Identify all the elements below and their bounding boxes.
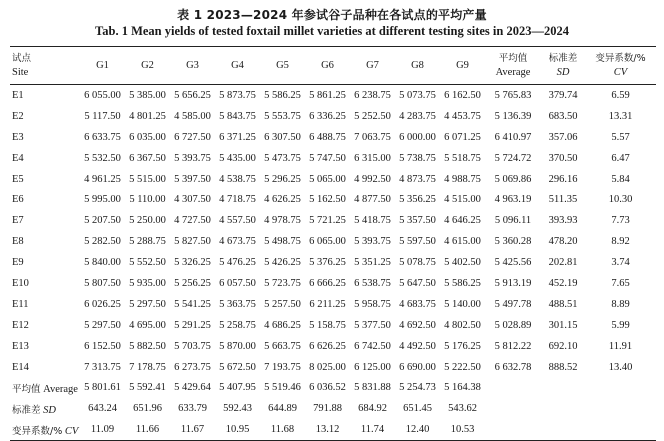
sd-cell: 452.19 <box>548 277 578 289</box>
yield-cell: 5 258.75 <box>219 319 256 331</box>
summary-cell: 5 254.73 <box>399 382 436 394</box>
table-row <box>10 273 656 294</box>
yield-cell: 5 117.50 <box>84 110 121 122</box>
table-row <box>10 148 656 169</box>
empty-cell <box>541 377 585 398</box>
empty-cell <box>585 377 656 398</box>
empty-cell <box>485 398 541 419</box>
site-cell: E2 <box>12 110 24 122</box>
yield-cell: 6 626.25 <box>309 340 346 352</box>
yield-cell: 4 683.75 <box>399 298 436 310</box>
yield-cell: 4 538.75 <box>219 173 256 185</box>
yield-cell: 6 211.25 <box>309 298 346 310</box>
yield-cell: 6 071.25 <box>444 131 481 143</box>
table-row <box>10 106 656 127</box>
yield-cell: 4 695.00 <box>129 319 166 331</box>
yield-cell: 5 807.50 <box>84 277 121 289</box>
yield-cell: 4 877.50 <box>354 194 391 206</box>
sd-cell: 888.52 <box>548 361 578 373</box>
yield-cell: 4 978.75 <box>264 215 301 227</box>
avg-cell: 5 497.78 <box>494 298 532 310</box>
yield-cell: 5 663.75 <box>264 340 301 352</box>
yield-cell: 5 553.75 <box>264 110 301 122</box>
site-cell: E6 <box>12 194 24 206</box>
sd-cell: 393.93 <box>548 215 578 227</box>
yield-cell: 5 861.25 <box>309 89 346 101</box>
yield-cell: 5 995.00 <box>84 194 121 206</box>
yield-cell: 5 647.50 <box>399 277 436 289</box>
yield-cell: 4 626.25 <box>264 194 301 206</box>
yield-cell: 6 238.75 <box>354 89 391 101</box>
table-title-chinese: 表 1 2023—2024 年参试谷子品种在各试点的平均产量 <box>177 8 487 22</box>
site-cell: E12 <box>12 319 29 331</box>
yield-cell: 4 615.00 <box>444 236 481 248</box>
table-header-row <box>10 47 656 85</box>
summary-cell: 11.67 <box>180 424 205 436</box>
yield-cell: 7 063.75 <box>354 131 391 143</box>
cv-cell: 13.40 <box>608 361 633 373</box>
yield-cell: 6 000.00 <box>399 131 436 143</box>
header-cv-zh: 变异系数/% <box>595 52 646 64</box>
empty-cell <box>485 377 541 398</box>
empty-cell <box>541 398 585 419</box>
yield-cell: 5 843.75 <box>219 110 256 122</box>
yield-cell: 6 065.00 <box>309 236 346 248</box>
yield-cell: 5 703.75 <box>174 340 211 352</box>
cv-cell: 8.89 <box>611 298 630 310</box>
table-row <box>10 315 656 336</box>
yield-cell: 5 721.25 <box>309 215 346 227</box>
cv-cell: 3.74 <box>611 257 630 269</box>
summary-cell: 643.24 <box>88 403 117 415</box>
yield-cell: 5 518.75 <box>444 152 481 164</box>
yield-cell: 4 802.50 <box>444 319 481 331</box>
yield-cell: 4 492.50 <box>399 340 436 352</box>
yield-cell: 4 557.50 <box>219 215 256 227</box>
yield-cell: 5 363.75 <box>219 298 256 310</box>
summary-cell: 10.95 <box>225 424 250 436</box>
avg-cell: 5 136.39 <box>494 110 532 122</box>
summary-cell: 651.45 <box>403 403 432 415</box>
summary-label-zh: 标准差 <box>12 404 41 416</box>
sd-cell: 296.16 <box>548 173 578 185</box>
site-cell: E9 <box>12 257 24 269</box>
yield-cell: 5 158.75 <box>309 319 346 331</box>
cv-cell: 5.99 <box>611 319 630 331</box>
summary-cell: 12.40 <box>405 424 430 436</box>
yield-cell: 5 418.75 <box>354 215 391 227</box>
summary-label <box>10 419 80 440</box>
yield-cell: 5 552.50 <box>129 257 166 269</box>
sd-cell: 301.15 <box>548 319 578 331</box>
yield-cell: 6 488.75 <box>309 131 346 143</box>
yield-cell: 6 125.00 <box>354 361 391 373</box>
sd-cell: 511.35 <box>548 194 578 206</box>
summary-cell: 791.88 <box>313 403 342 415</box>
summary-row <box>10 419 656 440</box>
yield-cell: 7 193.75 <box>264 361 301 373</box>
header-site-zh: 试点 <box>12 52 32 64</box>
summary-label <box>10 377 80 398</box>
summary-label <box>10 398 80 419</box>
header-variety-g3: G3 <box>186 59 199 71</box>
header-variety-g2: G2 <box>141 59 154 71</box>
yield-cell: 5 140.00 <box>444 298 481 310</box>
yield-cell: 4 961.25 <box>84 173 121 185</box>
header-variety-g8: G8 <box>411 59 424 71</box>
table-row <box>10 357 656 378</box>
cv-cell: 5.57 <box>611 131 630 143</box>
yield-cell: 5 873.75 <box>219 89 256 101</box>
sd-cell: 683.50 <box>548 110 578 122</box>
yield-cell: 5 541.25 <box>174 298 211 310</box>
yield-cell: 5 672.50 <box>219 361 256 373</box>
yield-cell: 5 402.50 <box>444 257 481 269</box>
site-cell: E14 <box>12 361 29 373</box>
summary-cell: 5 801.61 <box>84 382 121 394</box>
yield-cell: 4 873.75 <box>399 173 436 185</box>
site-cell: E3 <box>12 131 24 143</box>
sd-cell: 379.74 <box>548 89 578 101</box>
summary-cell: 10.53 <box>450 424 475 436</box>
header-cv-en: CV <box>613 66 628 78</box>
yield-cell: 6 035.00 <box>129 131 166 143</box>
summary-cell: 592.43 <box>223 403 252 415</box>
yield-cell: 5 351.25 <box>354 257 391 269</box>
cv-cell: 11.91 <box>608 340 633 352</box>
yield-cell: 6 538.75 <box>354 277 391 289</box>
header-average-en: Average <box>495 66 531 78</box>
table-row <box>10 252 656 273</box>
yield-cell: 6 742.50 <box>354 340 391 352</box>
summary-cell: 5 831.88 <box>354 382 391 394</box>
yield-cell: 6 152.50 <box>84 340 121 352</box>
yield-cell: 4 673.75 <box>219 236 256 248</box>
yield-cell: 4 718.75 <box>219 194 256 206</box>
yield-cell: 5 738.75 <box>399 152 436 164</box>
yield-table <box>10 46 656 441</box>
avg-cell: 6 410.97 <box>494 131 532 143</box>
header-average-zh: 平均值 <box>498 52 528 64</box>
yield-cell: 4 988.75 <box>444 173 481 185</box>
summary-cell: 5 429.64 <box>174 382 211 394</box>
header-variety-g4: G4 <box>231 59 244 71</box>
summary-cell: 633.79 <box>178 403 207 415</box>
avg-cell: 5 096.11 <box>494 215 532 227</box>
table-row <box>10 169 656 190</box>
yield-cell: 6 315.00 <box>354 152 391 164</box>
yield-cell: 4 646.25 <box>444 215 481 227</box>
yield-cell: 5 377.50 <box>354 319 391 331</box>
table-row <box>10 85 656 106</box>
yield-cell: 6 162.50 <box>444 89 481 101</box>
yield-cell: 5 476.25 <box>219 257 256 269</box>
sd-cell: 488.51 <box>548 298 578 310</box>
yield-cell: 5 257.50 <box>264 298 301 310</box>
yield-cell: 6 336.25 <box>309 110 346 122</box>
header-sd <box>541 47 585 85</box>
yield-cell: 5 426.25 <box>264 257 301 269</box>
avg-cell: 5 425.56 <box>494 257 532 269</box>
yield-cell: 5 110.00 <box>129 194 166 206</box>
table-row <box>10 210 656 231</box>
sd-cell: 692.10 <box>548 340 578 352</box>
avg-cell: 6 632.78 <box>494 361 532 373</box>
summary-label-en: Average <box>43 383 78 395</box>
table-row <box>10 336 656 357</box>
sd-cell: 357.06 <box>548 131 578 143</box>
yield-cell: 5 385.00 <box>129 89 166 101</box>
summary-cell: 5 519.46 <box>264 382 301 394</box>
yield-cell: 5 882.50 <box>129 340 166 352</box>
summary-cell: 5 407.95 <box>219 382 256 394</box>
yield-cell: 5 297.50 <box>129 298 166 310</box>
yield-cell: 6 057.50 <box>219 277 256 289</box>
site-cell: E4 <box>12 152 24 164</box>
yield-cell: 5 222.50 <box>444 361 481 373</box>
avg-cell: 5 028.89 <box>494 319 532 331</box>
yield-cell: 5 250.00 <box>129 215 166 227</box>
empty-cell <box>541 419 585 440</box>
yield-cell: 6 307.50 <box>264 131 301 143</box>
summary-cell: 644.89 <box>268 403 297 415</box>
summary-cell: 13.12 <box>315 424 340 436</box>
header-variety-g6: G6 <box>321 59 334 71</box>
yield-cell: 8 025.00 <box>309 361 346 373</box>
yield-cell: 5 162.50 <box>309 194 346 206</box>
site-cell: E5 <box>12 173 24 185</box>
header-variety-g9: G9 <box>456 59 469 71</box>
yield-cell: 5 256.25 <box>174 277 211 289</box>
yield-cell: 5 532.50 <box>84 152 121 164</box>
summary-cell: 651.96 <box>133 403 162 415</box>
cv-cell: 6.47 <box>611 152 630 164</box>
yield-cell: 5 935.00 <box>129 277 166 289</box>
yield-cell: 5 252.50 <box>354 110 391 122</box>
sd-cell: 478.20 <box>548 236 578 248</box>
yield-cell: 4 992.50 <box>354 173 391 185</box>
yield-cell: 5 297.50 <box>84 319 121 331</box>
header-average <box>485 47 541 85</box>
yield-cell: 5 393.75 <box>174 152 211 164</box>
summary-cell: 5 164.38 <box>444 382 481 394</box>
header-sd-en: SD <box>556 66 570 78</box>
header-site <box>10 47 80 85</box>
yield-cell: 5 827.50 <box>174 236 211 248</box>
yield-cell: 4 801.25 <box>129 110 166 122</box>
summary-cell: 543.62 <box>448 403 477 415</box>
yield-cell: 5 958.75 <box>354 298 391 310</box>
yield-cell: 6 055.00 <box>84 89 121 101</box>
yield-cell: 5 326.25 <box>174 257 211 269</box>
empty-cell <box>585 398 656 419</box>
yield-cell: 6 633.75 <box>84 131 121 143</box>
summary-label-zh: 平均值 <box>12 383 41 395</box>
header-variety-g5: G5 <box>276 59 289 71</box>
site-cell: E10 <box>12 277 29 289</box>
table-row <box>10 294 656 315</box>
yield-cell: 4 283.75 <box>399 110 436 122</box>
yield-cell: 5 747.50 <box>309 152 346 164</box>
cv-cell: 5.84 <box>611 173 630 185</box>
avg-cell: 5 913.19 <box>494 277 532 289</box>
table-row <box>10 189 656 210</box>
yield-cell: 5 065.00 <box>309 173 346 185</box>
yield-cell: 5 356.25 <box>399 194 436 206</box>
table-body <box>10 85 656 441</box>
yield-cell: 5 656.25 <box>174 89 211 101</box>
summary-row <box>10 398 656 419</box>
summary-cell: 6 036.52 <box>309 382 346 394</box>
header-sd-zh: 标准差 <box>548 52 578 64</box>
yield-cell: 5 515.00 <box>129 173 166 185</box>
yield-cell: 4 692.50 <box>399 319 436 331</box>
yield-cell: 5 296.25 <box>264 173 301 185</box>
header-cv <box>585 47 656 85</box>
yield-cell: 5 376.25 <box>309 257 346 269</box>
yield-cell: 5 291.25 <box>174 319 211 331</box>
summary-cell: 5 592.41 <box>129 382 166 394</box>
site-cell: E8 <box>12 236 24 248</box>
yield-cell: 4 686.25 <box>264 319 301 331</box>
yield-cell: 5 840.00 <box>84 257 121 269</box>
yield-cell: 5 870.00 <box>219 340 256 352</box>
yield-cell: 6 727.50 <box>174 131 211 143</box>
summary-cell: 11.74 <box>360 424 385 436</box>
cv-cell: 13.31 <box>608 110 633 122</box>
avg-cell: 5 812.22 <box>494 340 532 352</box>
header-variety-g1: G1 <box>96 59 109 71</box>
site-cell: E11 <box>12 298 29 310</box>
table-row <box>10 127 656 148</box>
yield-cell: 4 453.75 <box>444 110 481 122</box>
yield-cell: 6 690.00 <box>399 361 436 373</box>
cv-cell: 6.59 <box>611 89 630 101</box>
yield-cell: 5 723.75 <box>264 277 301 289</box>
cv-cell: 7.73 <box>611 215 630 227</box>
yield-cell: 6 026.25 <box>84 298 121 310</box>
yield-cell: 4 307.50 <box>174 194 211 206</box>
avg-cell: 4 963.19 <box>494 194 532 206</box>
header-site-en: Site <box>12 66 29 78</box>
yield-cell: 6 273.75 <box>174 361 211 373</box>
table-row <box>10 231 656 252</box>
summary-label-en: SD <box>43 404 56 416</box>
cv-cell: 8.92 <box>611 236 630 248</box>
yield-cell: 5 288.75 <box>129 236 166 248</box>
yield-cell: 5 282.50 <box>84 236 121 248</box>
yield-cell: 7 313.75 <box>84 361 121 373</box>
yield-cell: 6 367.50 <box>129 152 166 164</box>
yield-cell: 5 207.50 <box>84 215 121 227</box>
yield-cell: 5 078.75 <box>399 257 436 269</box>
avg-cell: 5 069.86 <box>494 173 532 185</box>
yield-cell: 7 178.75 <box>129 361 166 373</box>
yield-cell: 5 397.50 <box>174 173 211 185</box>
cv-cell: 10.30 <box>608 194 633 206</box>
yield-cell: 6 371.25 <box>219 131 256 143</box>
sd-cell: 202.81 <box>548 257 578 269</box>
yield-cell: 5 176.25 <box>444 340 481 352</box>
avg-cell: 5 360.28 <box>494 236 532 248</box>
yield-cell: 5 435.00 <box>219 152 256 164</box>
yield-cell: 5 586.25 <box>264 89 301 101</box>
yield-cell: 5 498.75 <box>264 236 301 248</box>
yield-cell: 5 357.50 <box>399 215 436 227</box>
site-cell: E1 <box>12 89 24 101</box>
table-title-english: Tab. 1 Mean yields of tested foxtail millet varieties at different testing sites in 2023—2024 <box>95 24 569 38</box>
empty-cell <box>485 419 541 440</box>
sd-cell: 370.50 <box>548 152 578 164</box>
summary-label-en: CV <box>64 425 79 437</box>
summary-cell: 11.09 <box>90 424 115 436</box>
summary-cell: 11.66 <box>135 424 160 436</box>
yield-cell: 5 073.75 <box>399 89 436 101</box>
yield-cell: 5 597.50 <box>399 236 436 248</box>
yield-cell: 4 727.50 <box>174 215 211 227</box>
summary-row <box>10 377 656 398</box>
avg-cell: 5 765.83 <box>494 89 532 101</box>
yield-cell: 4 585.00 <box>174 110 211 122</box>
yield-cell: 5 393.75 <box>354 236 391 248</box>
yield-cell: 4 515.00 <box>444 194 481 206</box>
header-variety-g7: G7 <box>366 59 379 71</box>
yield-cell: 6 666.25 <box>309 277 346 289</box>
avg-cell: 5 724.72 <box>494 152 532 164</box>
summary-cell: 684.92 <box>358 403 387 415</box>
site-cell: E7 <box>12 215 24 227</box>
cv-cell: 7.65 <box>611 277 630 289</box>
yield-cell: 5 586.25 <box>444 277 481 289</box>
summary-label-zh: 变异系数/% <box>12 425 63 437</box>
empty-cell <box>585 419 656 440</box>
site-cell: E13 <box>12 340 29 352</box>
yield-cell: 5 473.75 <box>264 152 301 164</box>
summary-cell: 11.68 <box>270 424 295 436</box>
